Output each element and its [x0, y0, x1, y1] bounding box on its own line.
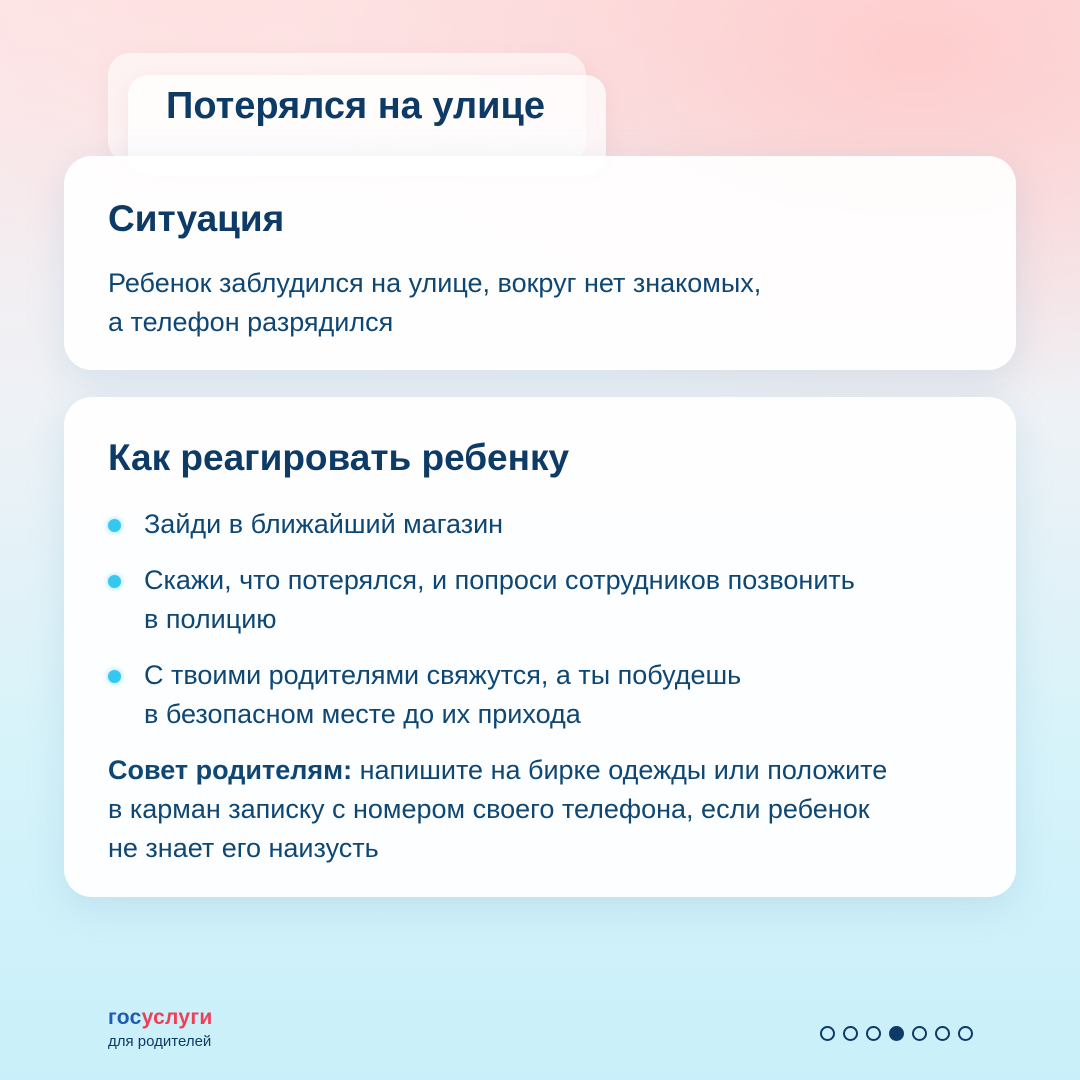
tip-line: Зайди в ближайший магазин	[144, 509, 504, 539]
pager-dot-2[interactable]	[843, 1026, 858, 1041]
situation-heading: Ситуация	[108, 198, 285, 239]
logo-part-gos: гос	[108, 1006, 142, 1029]
advice-label: Совет родителям:	[108, 755, 353, 785]
logo-wordmark	[108, 1006, 213, 1030]
list-item	[108, 505, 968, 544]
advice-text: напишите на бирке одежды или положите	[352, 755, 888, 785]
pager-dot-5[interactable]	[912, 1026, 927, 1041]
tip-line: в полицию	[144, 604, 277, 634]
reaction-card	[64, 397, 1016, 897]
pager-dot-7[interactable]	[958, 1026, 973, 1041]
advice-line: не знает его наизусть	[108, 833, 379, 863]
bullet-dot-icon	[108, 670, 121, 683]
advice-line: в карман записку с номером своего телефона, если ребенок	[108, 794, 870, 824]
situation-line: Ребенок заблудился на улице, вокруг нет знакомых,	[108, 268, 762, 298]
gosuslugi-logo	[108, 1006, 213, 1051]
tip-line: С твоими родителями свяжутся, а ты побудешь	[144, 660, 742, 690]
tips-list	[108, 505, 968, 734]
bullet-dot-icon	[108, 575, 121, 588]
tip-text	[144, 656, 968, 734]
tip-text	[144, 561, 968, 639]
list-item	[108, 656, 968, 734]
pager-dot-6[interactable]	[935, 1026, 950, 1041]
tip-text	[144, 505, 968, 544]
pager-dot-1[interactable]	[820, 1026, 835, 1041]
situation-text	[108, 264, 908, 342]
reaction-heading: Как реагировать ребенку	[108, 437, 570, 478]
parent-advice	[108, 751, 988, 868]
pager-dot-3[interactable]	[866, 1026, 881, 1041]
advice-line	[108, 751, 988, 790]
pager-dot-4-active[interactable]	[889, 1026, 904, 1041]
list-item	[108, 561, 968, 639]
bullet-dot-icon	[108, 519, 121, 532]
logo-subtitle: для родителей	[108, 1033, 212, 1050]
title-stack	[108, 53, 586, 163]
page-title: Потерялся на улице	[166, 85, 545, 127]
situation-line: а телефон разрядился	[108, 307, 394, 337]
tip-line: в безопасном месте до их прихода	[144, 699, 581, 729]
situation-card	[64, 156, 1016, 370]
tip-line: Скажи, что потерялся, и попроси сотрудников позвонить	[144, 565, 855, 595]
logo-part-uslugi: услуги	[141, 1006, 213, 1029]
slide-pager	[820, 1026, 973, 1041]
